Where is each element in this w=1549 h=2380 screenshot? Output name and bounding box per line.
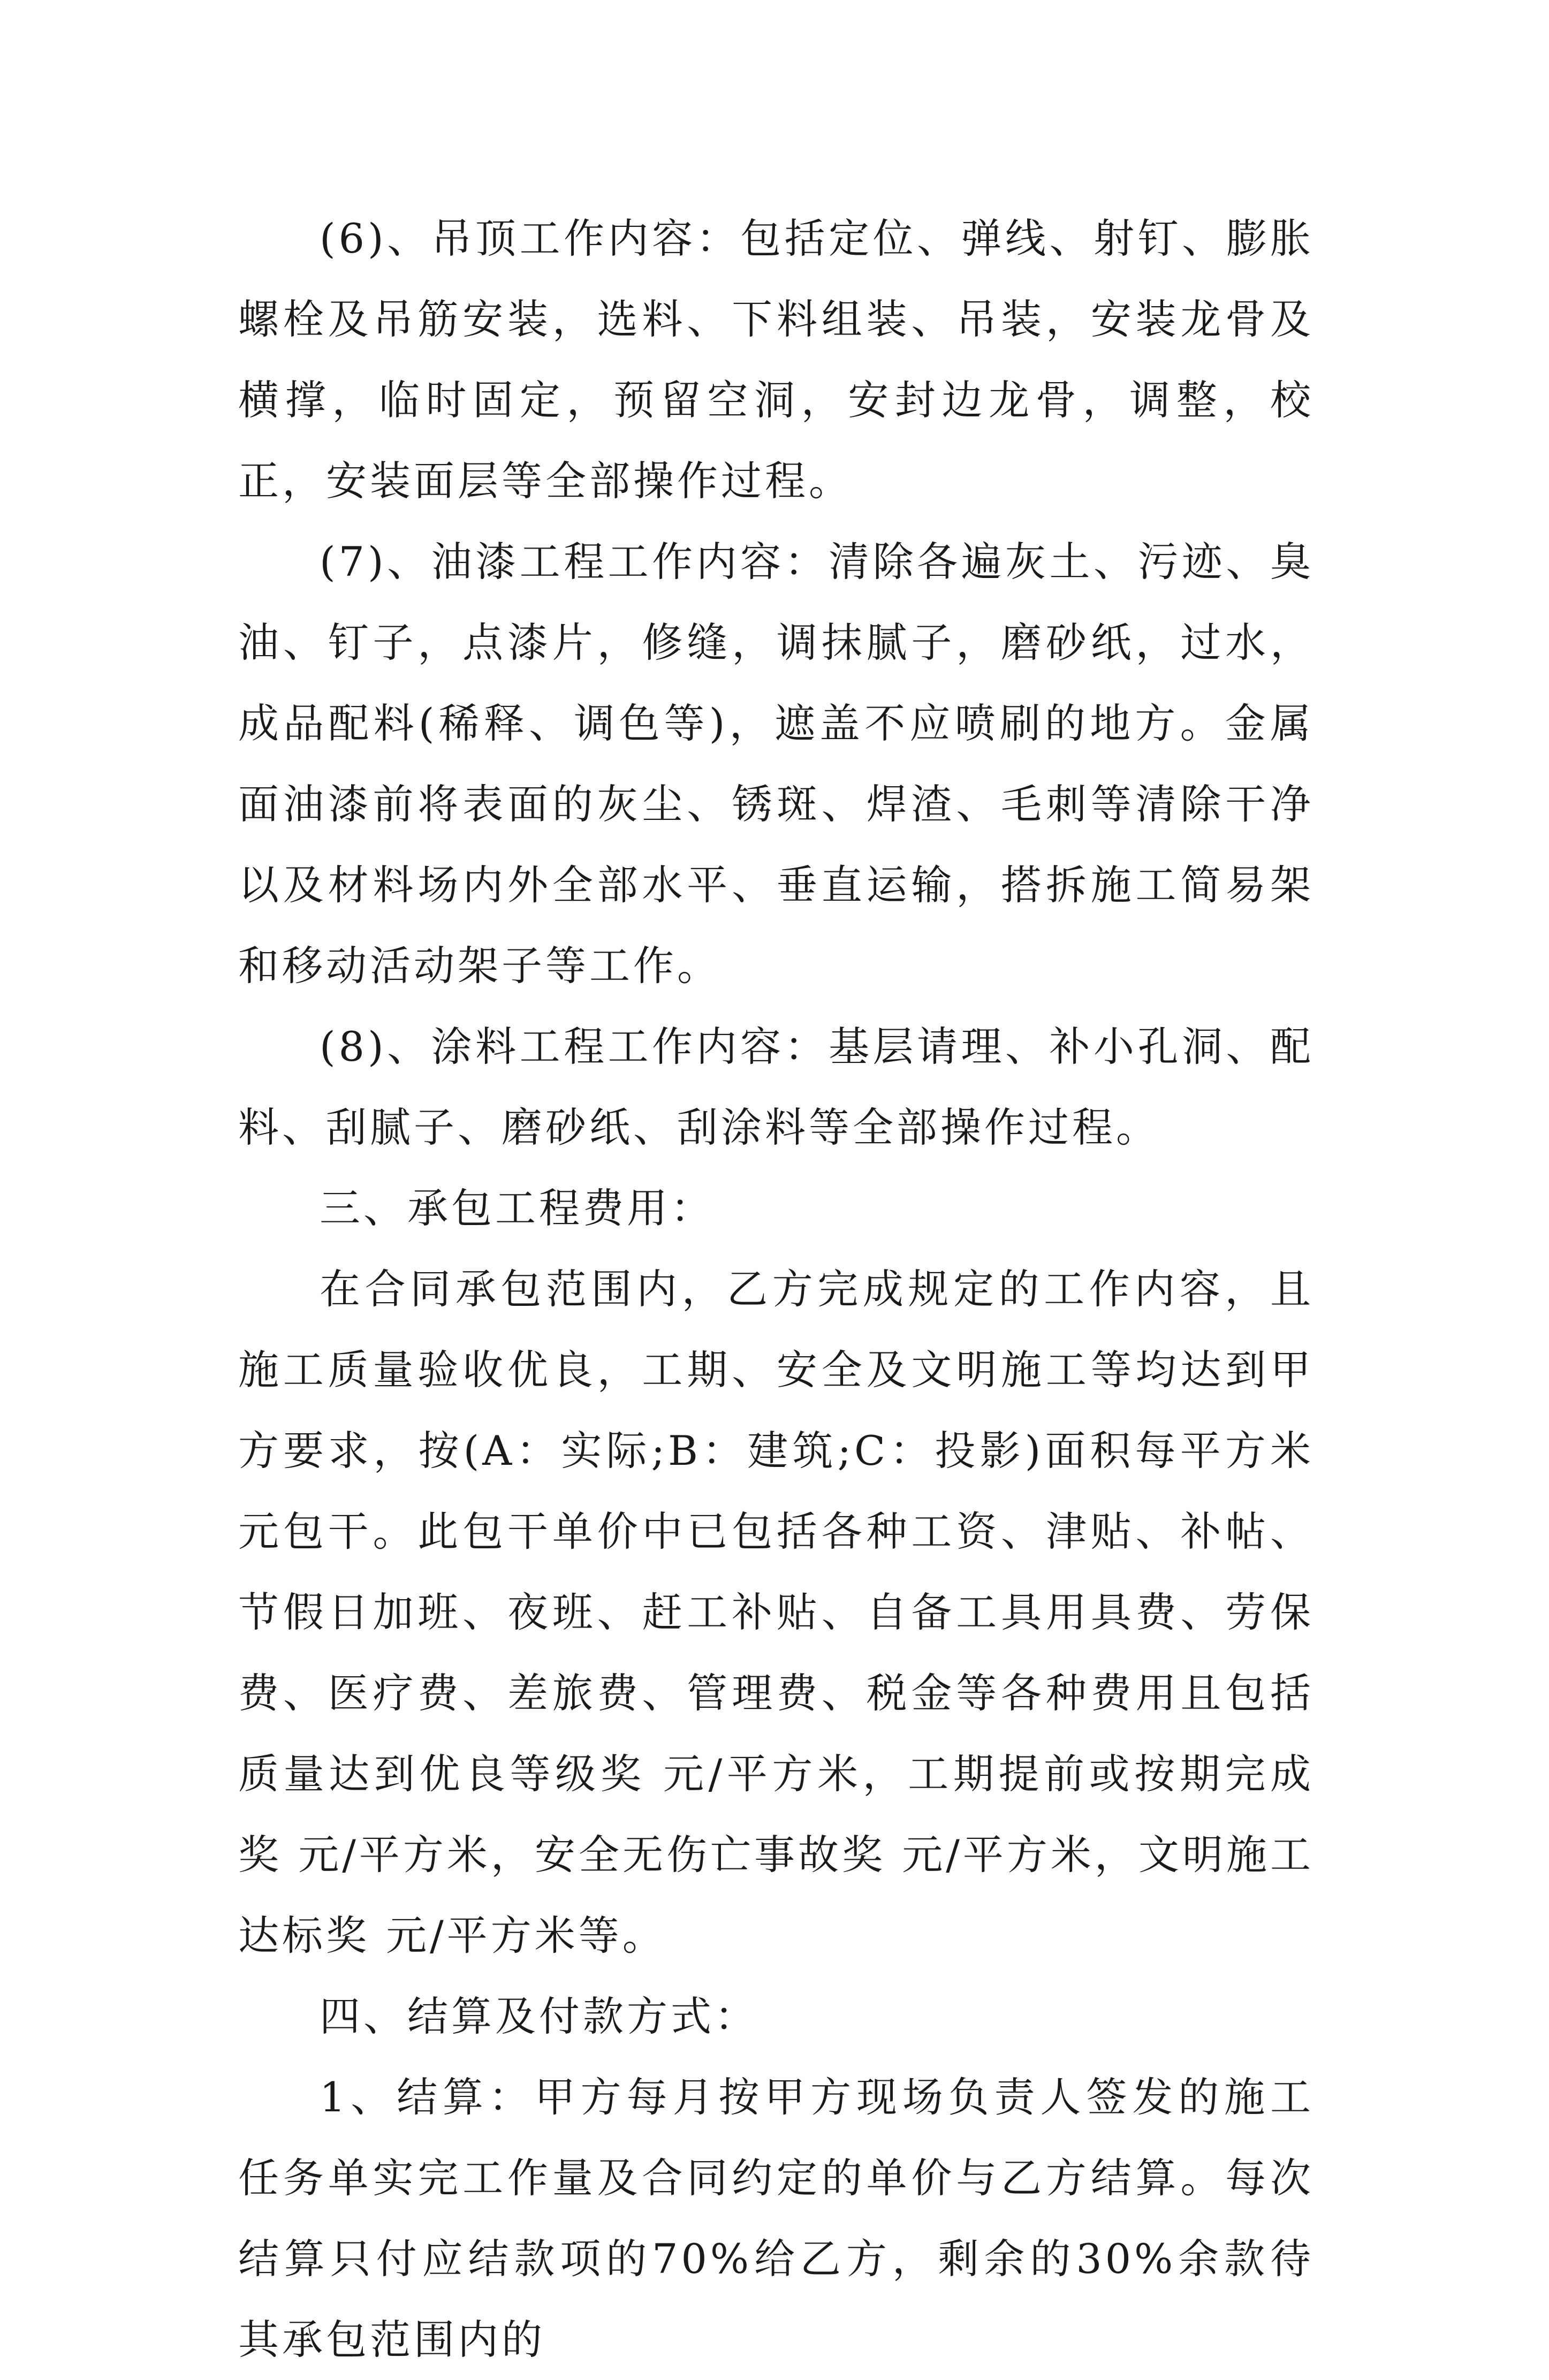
section-heading-contract-fee: 三、承包工程费用： (320, 1184, 715, 1232)
paragraph-settlement: 1、结算：甲方每月按甲方现场负责人签发的施工任务单实完工作量及合同约定的单价与乙方结算。每次结算只付应结款项的70%给乙方，剩余的30%余款待其承包范围内的 (238, 2073, 1314, 2363)
paragraph-contract-fee: 在合同承包范围内，乙方完成规定的工作内容，且施工质量验收优良，工期、安全及文明施工等均达到甲方要求，按(A：实际;B：建筑;C：投影)面积每平方米 元包干。此包干单价中已包括各种工资、津贴、补帖、节假日加班、夜班、赶工补贴、自备工具用具费、劳保费、医疗费、差旅费、管理费、税金等各种费用且包括质量达到优良等级奖 元/平方米，工期提前或按期完成奖 元/平方米，安全无伤亡事故奖 元/平方米，文明施工达标奖 元/平方米等。 (238, 1265, 1314, 1959)
paragraph-paint-work: (7)、油漆工程工作内容：清除各遍灰土、污迹、臭油、钉子，点漆片，修缝，调抹腻子，磨砂纸，过水，成品配料(稀释、调色等)，遮盖不应喷刷的地方。金属面油漆前将表面的灰尘、锈斑、焊渣、毛刺等清除干净以及材料场内外全部水平、垂直运输，搭拆施工简易架和移动活动架子等工作。 (238, 538, 1314, 990)
paragraph-ceiling-work: (6)、吊顶工作内容：包括定位、弹线、射钉、膨胀螺栓及吊筋安装，选料、下料组装、吊装，安装龙骨及横撑，临时固定，预留空洞，安封边龙骨，调整，校正，安装面层等全部操作过程。 (238, 215, 1314, 505)
paragraph-coating-work: (8)、涂料工程工作内容：基层请理、补小孔洞、配料、刮腻子、磨砂纸、刮涂料等全部操作过程。 (238, 1023, 1314, 1151)
document-body (238, 198, 1314, 2380)
section-heading-settlement: 四、结算及付款方式： (320, 1993, 758, 2040)
